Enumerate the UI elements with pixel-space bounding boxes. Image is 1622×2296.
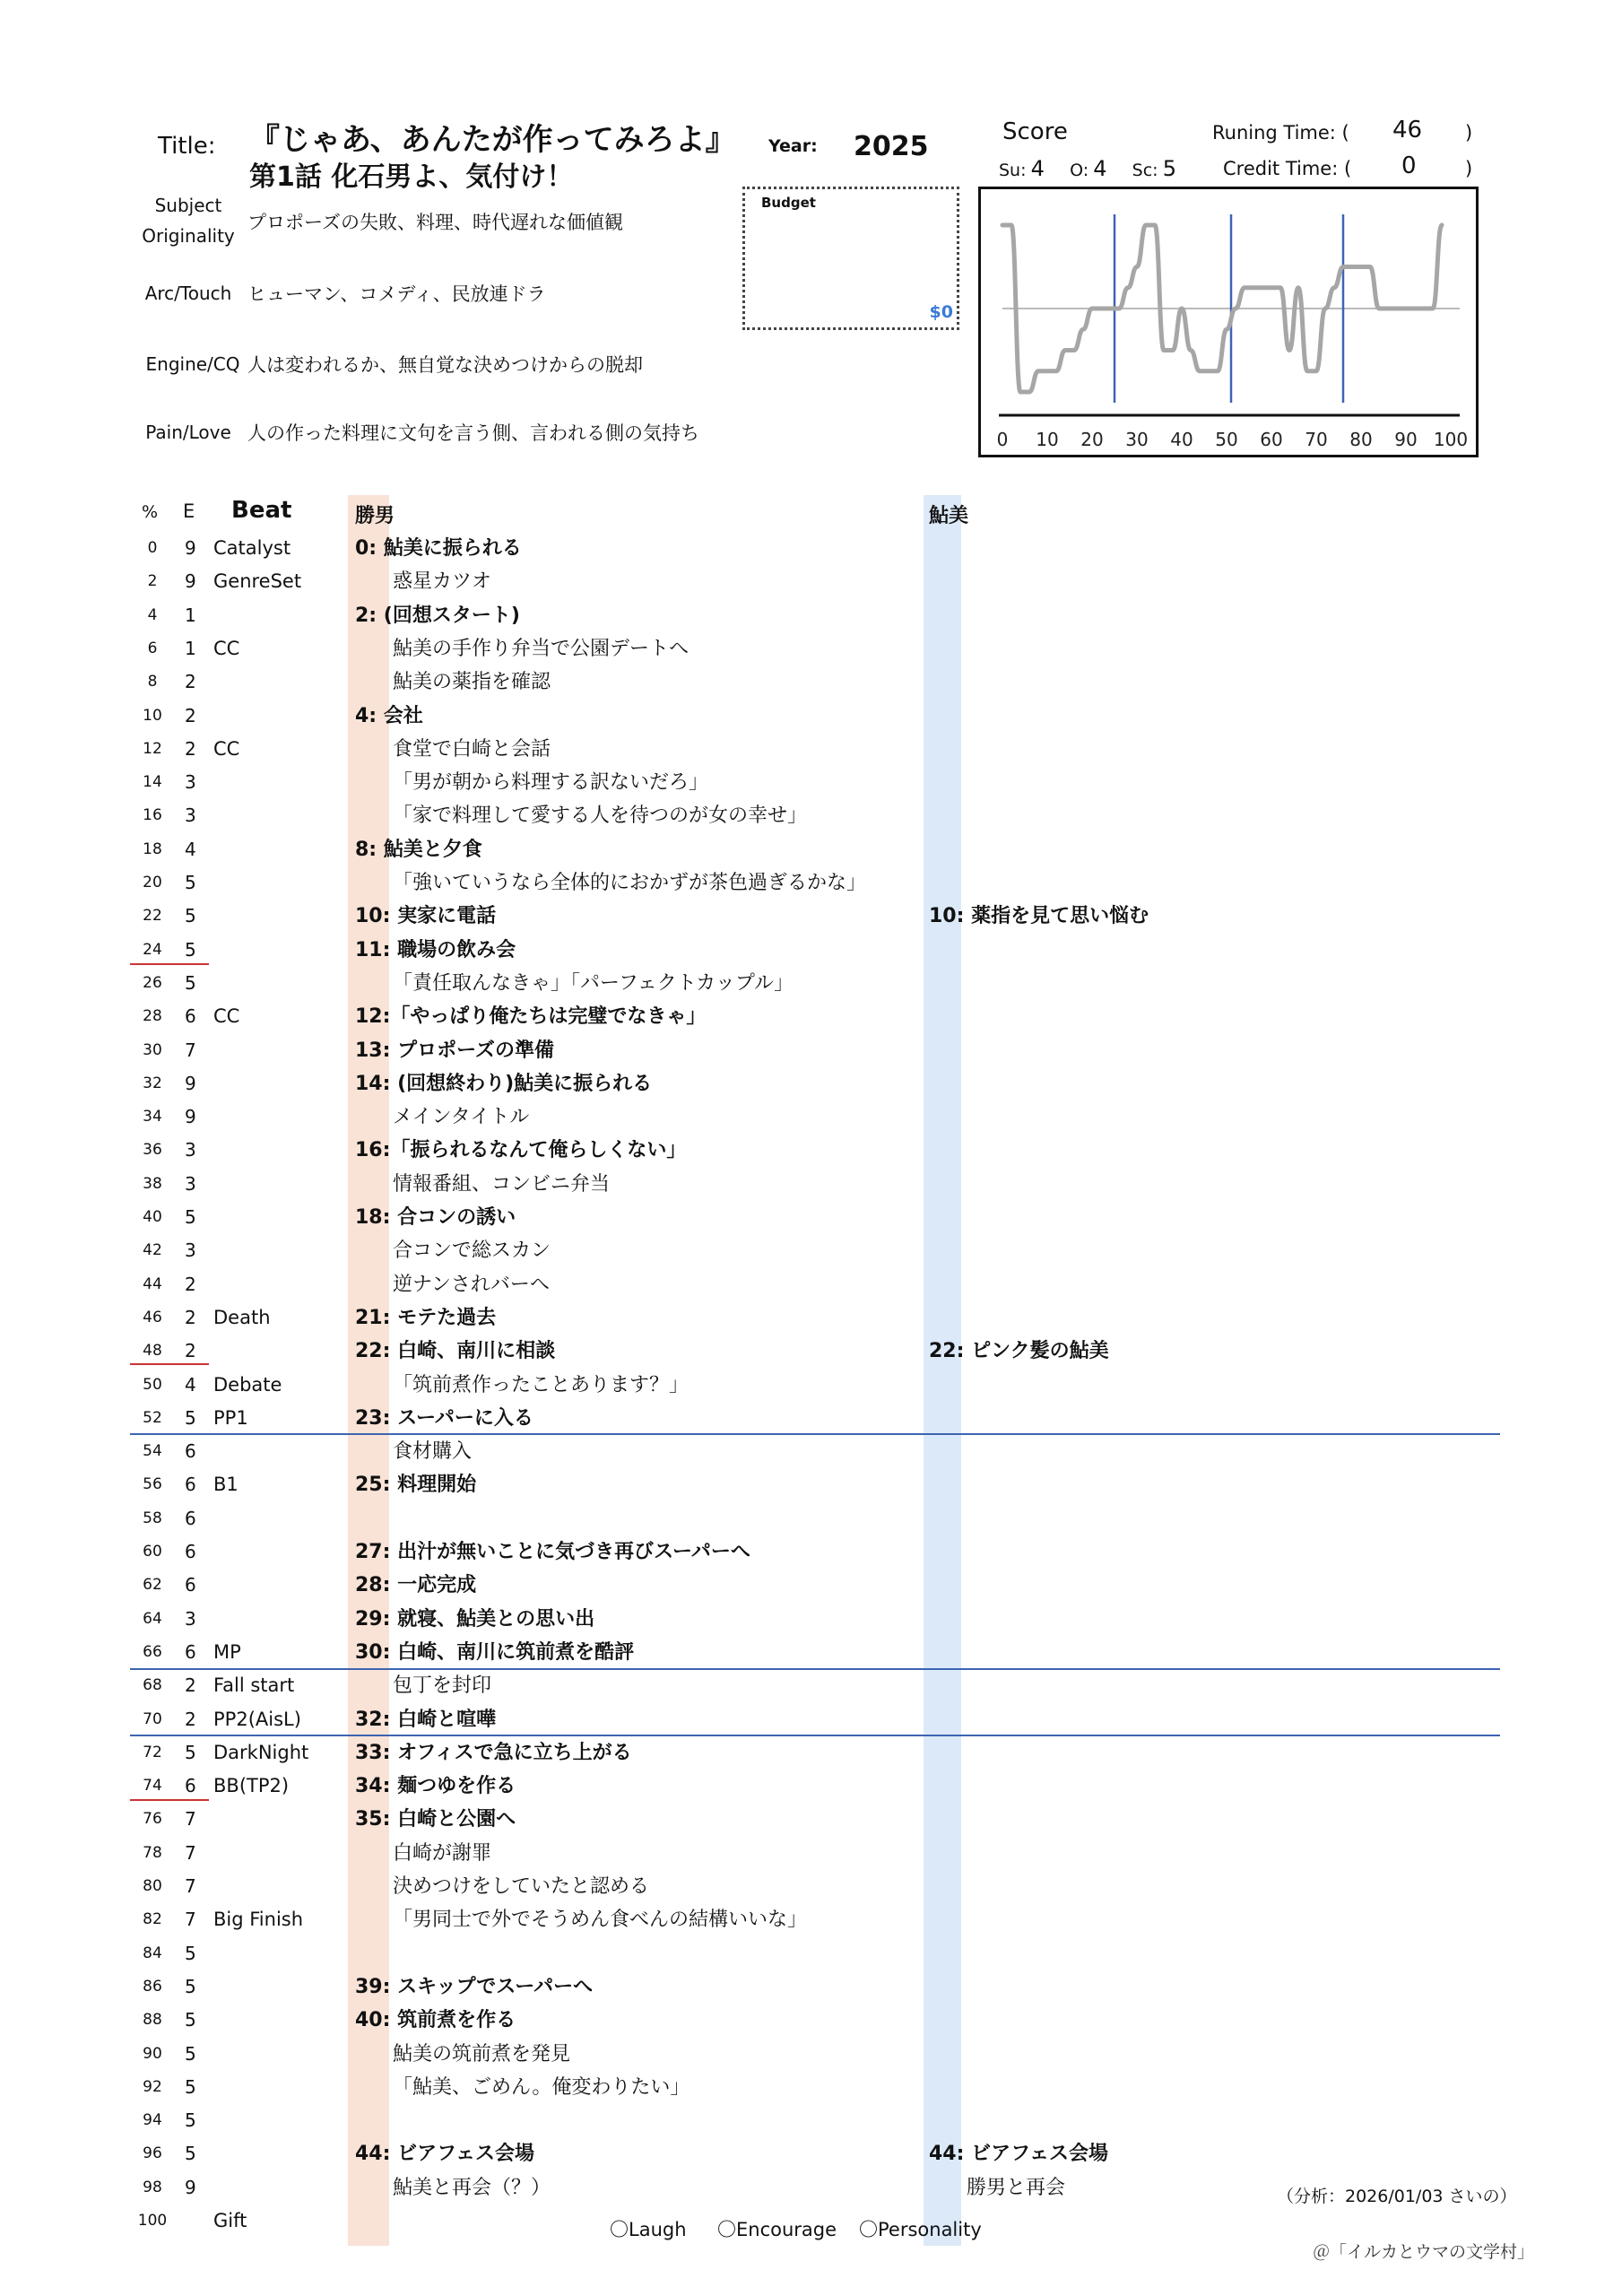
row-event-a: 14: (回想終わり)鮎美に振られる (355, 1072, 653, 1095)
row-e: 3 (185, 1239, 196, 1262)
row-beat: Debate (213, 1373, 282, 1396)
column-band-b (924, 495, 961, 2246)
budget-amount: $0 (929, 302, 953, 322)
row-event-b: 22: ピンク髪の鮎美 (929, 1340, 1109, 1363)
row-pct: 66 (143, 1642, 162, 1661)
row-e: 7 (185, 1909, 196, 1931)
row-pct: 40 (143, 1208, 162, 1226)
row-pct: 52 (143, 1408, 162, 1427)
running-time-label: Runing Time: ( (1212, 122, 1349, 144)
graph-x-tick: 30 (1125, 429, 1149, 450)
row-event-a: 8: 鮎美と夕食 (355, 838, 482, 861)
meta-value-pain: 人の作った料理に文句を言う側、言われる側の気持ち (247, 422, 699, 444)
row-beat: CC (213, 737, 240, 760)
meta-label-arc: Arc/Touch (144, 283, 232, 304)
row-event-a: 11: 職場の飲み会 (355, 938, 516, 961)
row-pct: 6 (147, 639, 158, 657)
row-e: 1 (185, 604, 196, 626)
row-event-b: 44: ビアフェス会場 (929, 2143, 1108, 2166)
row-e: 2 (185, 671, 196, 693)
row-pct: 44 (143, 1274, 162, 1293)
row-event-a: 「責任取んなきゃ」「パーフェクトカップル」 (393, 971, 794, 995)
row-e: 5 (185, 1942, 196, 1964)
meta-label-subject: Subject Originality (142, 195, 235, 247)
row-event-a: 4: 会社 (355, 704, 423, 727)
row-beat: Death (213, 1306, 271, 1328)
row-pct: 96 (143, 2144, 162, 2163)
graph-x-tick: 0 (996, 429, 1009, 450)
row-e: 2 (185, 1306, 196, 1328)
row-e: 2 (185, 1340, 196, 1362)
row-event-a: 食材購入 (393, 1440, 473, 1464)
row-event-a: 27: 出汁が無いことに気づき再びスーパーへ (355, 1541, 750, 1563)
row-pct: 2 (147, 572, 158, 591)
graph-x-tick: 90 (1394, 429, 1418, 450)
row-e: 1 (185, 637, 196, 659)
row-pct: 78 (143, 1843, 162, 1862)
row-pct: 0 (147, 539, 158, 557)
row-pct: 58 (143, 1509, 162, 1527)
score-label: Score (1002, 118, 1068, 145)
row-beat: Big Finish (213, 1909, 304, 1931)
row-pct: 84 (143, 1944, 162, 1962)
act-divider-1 (130, 1433, 1500, 1435)
row-e: 9 (185, 1072, 196, 1094)
row-pct: 70 (143, 1709, 162, 1728)
row-beat: PP1 (213, 1406, 248, 1429)
meta-value-arc: ヒューマン、コメディ、民放連ドラ (247, 283, 546, 305)
meta-label-engine: Engine/CQ (145, 353, 240, 375)
col-header-b: 鮎美 (929, 505, 969, 527)
budget-box (742, 187, 959, 330)
row-event-a: 32: 白崎と喧嘩 (355, 1708, 497, 1731)
graph-x-tick: 50 (1215, 429, 1238, 450)
col-header-e: E (183, 500, 195, 522)
row-event-a: 28: 一応完成 (355, 1574, 477, 1597)
row-event-a: 包丁を封印 (393, 1674, 492, 1698)
row-e: 6 (185, 1775, 196, 1797)
sc-label: Sc: (1132, 161, 1158, 180)
running-time-close: ) (1465, 122, 1473, 144)
page-title: 『じゃあ、あんたが作ってみろよ』 (249, 122, 736, 158)
row-event-a: 10: 実家に電話 (355, 905, 497, 928)
row-event-a: 逆ナンされバーへ (393, 1273, 550, 1296)
row-event-a: 「強いていうなら全体的におかずが茶色過ぎるかな」 (393, 872, 867, 894)
row-event-a: 29: 就寝、鮎美との思い出 (355, 1607, 595, 1631)
quarter-marker-25 (130, 963, 209, 965)
row-event-a: 鮎美の手作り弁当で公園デートへ (393, 637, 690, 660)
row-e: 6 (185, 1541, 196, 1562)
credit-time-value: 0 (1401, 152, 1417, 179)
graph-x-tick: 10 (1036, 429, 1059, 450)
graph-x-tick: 100 (1433, 429, 1469, 450)
episode-subtitle: 第1話 化石男よ、気付け！ (249, 161, 574, 193)
row-e: 3 (185, 1607, 196, 1630)
row-event-a: 30: 白崎、南川に筑前煮を酷評 (355, 1640, 635, 1664)
row-e: 9 (185, 1106, 196, 1128)
row-beat: CC (213, 637, 240, 659)
row-event-a: 決めつけをしていたと認める (393, 1875, 650, 1898)
row-e: 2 (185, 1674, 196, 1697)
row-pct: 100 (137, 2212, 168, 2230)
row-event-a: 「男同士で外でそうめん食べんの結構いいな」 (393, 1909, 808, 1932)
title-label: Title: (158, 133, 216, 160)
row-event-a: 13: プロポーズの準備 (355, 1039, 554, 1062)
o-value: 4 (1093, 156, 1107, 181)
row-pct: 8 (147, 673, 158, 691)
row-e: 5 (185, 1406, 196, 1429)
row-beat: GenreSet (213, 570, 302, 593)
row-pct: 30 (143, 1040, 162, 1059)
row-beat: Gift (213, 2210, 247, 2231)
quarter-marker-50 (130, 1363, 209, 1365)
row-pct: 90 (143, 2044, 162, 2063)
row-event-a: 「筑前煮作ったことあります？」 (393, 1373, 690, 1396)
row-beat: Catalyst (213, 537, 291, 559)
gift-option-laugh: 〇Laugh (610, 2219, 687, 2240)
row-pct: 28 (143, 1007, 162, 1026)
row-event-a: 34: 麺つゆを作る (355, 1775, 516, 1798)
row-event-a: 12:「やっぱり俺たちは完璧でなきゃ」 (355, 1005, 707, 1029)
row-beat: MP (213, 1640, 241, 1663)
row-event-a: 0: 鮎美に振られる (355, 537, 522, 560)
meta-label-pain: Pain/Love (145, 422, 231, 443)
row-event-a: 16:「振られるなんて俺らしくない」 (355, 1139, 687, 1162)
row-e: 6 (185, 1440, 196, 1463)
row-pct: 80 (143, 1877, 162, 1895)
col-header-pct: % (142, 502, 159, 522)
row-event-a: 惑星カツオ (393, 570, 492, 594)
analysis-note: （分析：2026/01/03 さいの） (1277, 2187, 1517, 2206)
row-pct: 24 (143, 940, 162, 959)
row-e: 5 (185, 1206, 196, 1228)
row-event-a: メインタイトル (393, 1106, 530, 1129)
row-e: 5 (185, 2143, 196, 2165)
row-e: 6 (185, 1507, 196, 1529)
graph-x-tick: 20 (1080, 429, 1104, 450)
row-pct: 94 (143, 2111, 162, 2130)
row-event-a: 22: 白崎、南川に相談 (355, 1340, 556, 1363)
sc-value: 5 (1162, 156, 1176, 181)
row-pct: 36 (143, 1141, 162, 1160)
row-e: 9 (185, 570, 196, 593)
col-header-beat: Beat (231, 497, 292, 524)
row-pct: 72 (143, 1743, 162, 1761)
row-event-a: 25: 料理開始 (355, 1474, 477, 1497)
row-pct: 74 (143, 1777, 162, 1796)
row-event-a: 鮎美の筑前煮を発見 (393, 2042, 571, 2066)
row-e: 4 (185, 1373, 196, 1396)
tension-graph (978, 187, 1479, 457)
row-e: 9 (185, 2176, 196, 2198)
row-pct: 56 (143, 1475, 162, 1494)
credit-time-close: ) (1465, 158, 1473, 179)
row-pct: 88 (143, 2011, 162, 2030)
row-beat: CC (213, 1005, 240, 1028)
row-event-a: 鮎美と再会（？） (393, 2176, 551, 2199)
credit-time-label: Credit Time: ( (1223, 158, 1352, 179)
row-pct: 4 (147, 605, 158, 624)
row-event-a: 40: 筑前煮を作る (355, 2009, 516, 2032)
row-pct: 16 (143, 806, 162, 825)
row-event-a: 39: スキップでスーパーへ (355, 1975, 594, 1998)
year-label: Year: (768, 136, 818, 156)
row-e: 5 (185, 2109, 196, 2132)
row-pct: 26 (143, 973, 162, 992)
year-value: 2025 (854, 131, 929, 162)
row-pct: 50 (143, 1375, 162, 1394)
graph-x-tick: 70 (1305, 429, 1328, 450)
gift-option-encourage: 〇Encourage (717, 2219, 837, 2240)
row-e: 2 (185, 737, 196, 760)
row-event-a: 情報番組、コンビニ弁当 (393, 1172, 611, 1196)
quarter-marker-75 (130, 1799, 209, 1801)
row-event-a: 鮎美の薬指を確認 (393, 671, 551, 694)
row-pct: 86 (143, 1977, 162, 1996)
row-event-a: 21: モテた過去 (355, 1306, 497, 1329)
gift-option-personality: 〇Personality (859, 2219, 982, 2240)
meta-value-subject: プロポーズの失敗、料理、時代遅れな価値観 (247, 212, 623, 233)
row-pct: 76 (143, 1810, 162, 1829)
credit-footer: ＠「イルカとウマの文学村」 (1313, 2242, 1535, 2262)
row-e: 5 (185, 938, 196, 961)
row-e: 5 (185, 971, 196, 994)
row-pct: 22 (143, 907, 162, 926)
row-event-a: 食堂で白崎と会話 (393, 737, 551, 761)
row-beat: B1 (213, 1474, 239, 1496)
row-e: 5 (185, 872, 196, 893)
col-header-a: 勝男 (355, 505, 395, 527)
budget-label: Budget (761, 195, 816, 211)
row-pct: 14 (143, 773, 162, 792)
row-e: 4 (185, 838, 196, 860)
row-e: 7 (185, 1039, 196, 1061)
row-e: 9 (185, 537, 196, 559)
row-e: 5 (185, 2009, 196, 2031)
row-pct: 34 (143, 1108, 162, 1126)
row-e: 6 (185, 1005, 196, 1028)
act-divider-3 (130, 1735, 1500, 1736)
row-event-a: 44: ビアフェス会場 (355, 2143, 534, 2166)
row-e: 6 (185, 1640, 196, 1663)
row-pct: 60 (143, 1543, 162, 1561)
row-pct: 64 (143, 1609, 162, 1628)
row-event-b: 勝男と再会 (967, 2176, 1066, 2199)
row-pct: 48 (143, 1342, 162, 1361)
tension-graph-svg (981, 189, 1476, 455)
row-event-a: 白崎が謝罪 (393, 1841, 492, 1865)
row-pct: 54 (143, 1442, 162, 1461)
row-e: 2 (185, 704, 196, 726)
row-event-a: 18: 合コンの誘い (355, 1206, 516, 1229)
row-pct: 68 (143, 1676, 162, 1695)
row-event-a: 「家で料理して愛する人を待つのが女の幸せ」 (393, 804, 808, 828)
su-label: Su: (999, 161, 1027, 180)
row-e: 6 (185, 1474, 196, 1496)
row-event-a: 23: スーパーに入る (355, 1406, 533, 1430)
row-e: 7 (185, 1808, 196, 1831)
row-event-a: 33: オフィスで急に立ち上がる (355, 1741, 632, 1764)
row-pct: 92 (143, 2077, 162, 2096)
row-event-a: 「鮎美、ごめん。俺変わりたい」 (393, 2075, 690, 2099)
row-pct: 32 (143, 1074, 162, 1092)
row-e: 2 (185, 1273, 196, 1295)
row-pct: 18 (143, 839, 162, 858)
row-e: 5 (185, 2042, 196, 2065)
row-pct: 42 (143, 1241, 162, 1260)
row-beat: BB(TP2) (213, 1775, 290, 1797)
row-e: 3 (185, 1172, 196, 1195)
score-breakdown (999, 156, 1176, 181)
row-e: 2 (185, 1708, 196, 1730)
running-time-value: 46 (1392, 117, 1423, 144)
row-event-a: 「男が朝から料理する訳ないだろ」 (393, 771, 709, 795)
row-event-a: 35: 白崎と公園へ (355, 1808, 516, 1831)
row-pct: 20 (143, 874, 162, 891)
row-pct: 46 (143, 1308, 162, 1326)
row-e: 3 (185, 1139, 196, 1161)
row-beat: DarkNight (213, 1741, 309, 1763)
su-value: 4 (1030, 156, 1045, 181)
row-pct: 10 (143, 706, 162, 725)
graph-x-tick: 60 (1260, 429, 1283, 450)
row-beat: PP2(AisL) (213, 1708, 301, 1730)
row-e: 7 (185, 1841, 196, 1864)
row-pct: 98 (143, 2178, 162, 2196)
row-e: 5 (185, 1741, 196, 1763)
row-pct: 38 (143, 1174, 162, 1193)
row-pct: 82 (143, 1910, 162, 1929)
graph-x-tick: 80 (1349, 429, 1373, 450)
meta-value-engine: 人は変われるか、無自覚な決めつけからの脱却 (247, 354, 643, 376)
row-e: 7 (185, 1875, 196, 1897)
row-pct: 62 (143, 1576, 162, 1595)
row-e: 3 (185, 771, 196, 794)
row-pct: 12 (143, 739, 162, 758)
row-e: 5 (185, 2075, 196, 2098)
row-event-b: 10: 薬指を見て思い悩む (929, 905, 1149, 928)
row-e: 6 (185, 1574, 196, 1596)
act-divider-2 (130, 1668, 1500, 1670)
row-event-a: 合コンで総スカン (393, 1239, 551, 1263)
row-beat: Fall start (213, 1674, 295, 1697)
graph-x-tick: 40 (1170, 429, 1193, 450)
row-e: 3 (185, 804, 196, 827)
row-event-a: 2: (回想スタート) (355, 604, 520, 627)
o-label: O: (1070, 161, 1089, 180)
row-e: 5 (185, 905, 196, 927)
row-e: 5 (185, 1975, 196, 1997)
